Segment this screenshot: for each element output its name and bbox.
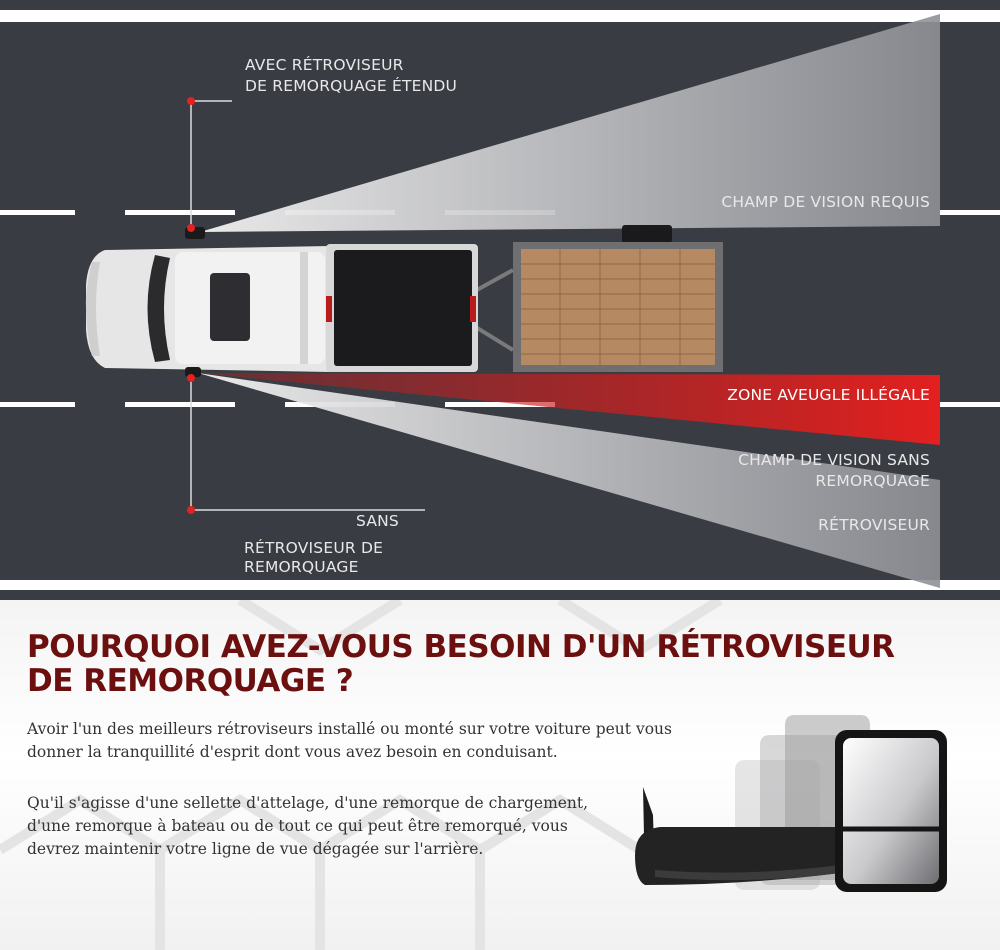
paragraph-towing: Qu'il s'agisse d'une sellette d'attelage, d'une remorque de chargement, d'une remorque à bateau ou de tout ce qui peut être remorqué, vous devrez maintenir votre ligne de vue dégagée sur l'arrière. bbox=[27, 794, 589, 858]
road-strip-top bbox=[0, 0, 1000, 10]
label-illegal-blind-zone: ZONE AVEUGLE ILLÉGALE bbox=[727, 386, 930, 404]
label-required-field: CHAMP DE VISION REQUIS bbox=[721, 193, 930, 211]
paragraph-intro: Avoir l'un des meilleurs rétroviseurs installé ou monté sur votre voiture peut vous donner la tranquillité d'esprit dont vous avez besoin en conduisant. bbox=[27, 720, 672, 761]
label-line: REMORQUAGE bbox=[244, 558, 359, 576]
label-line: REMORQUAGE bbox=[815, 472, 930, 490]
section-heading: POURQUOI AVEZ-VOUS BESOIN D'UN RÉTROVISEUR DE REMORQUAGE ? bbox=[27, 629, 895, 699]
pickup-truck bbox=[86, 227, 478, 377]
label-field-without-towing bbox=[738, 450, 930, 492]
label-with-extended-mirror bbox=[245, 55, 457, 97]
label-mirror: RÉTROVISEUR bbox=[818, 516, 930, 534]
label-line: RÉTROVISEUR DE bbox=[244, 539, 384, 557]
label-without-tow-mirror bbox=[244, 539, 383, 577]
label-line: CHAMP DE VISION SANS bbox=[738, 451, 930, 469]
label-without: SANS bbox=[356, 512, 399, 530]
label-line: AVEC RÉTROVISEUR bbox=[245, 56, 404, 74]
road-top-edge bbox=[0, 10, 1000, 22]
label-line: DE REMORQUAGE ÉTENDU bbox=[245, 77, 458, 95]
road-bottom-edge bbox=[0, 580, 1000, 590]
info-section bbox=[0, 600, 1000, 950]
towing-mirror-image bbox=[625, 705, 955, 910]
